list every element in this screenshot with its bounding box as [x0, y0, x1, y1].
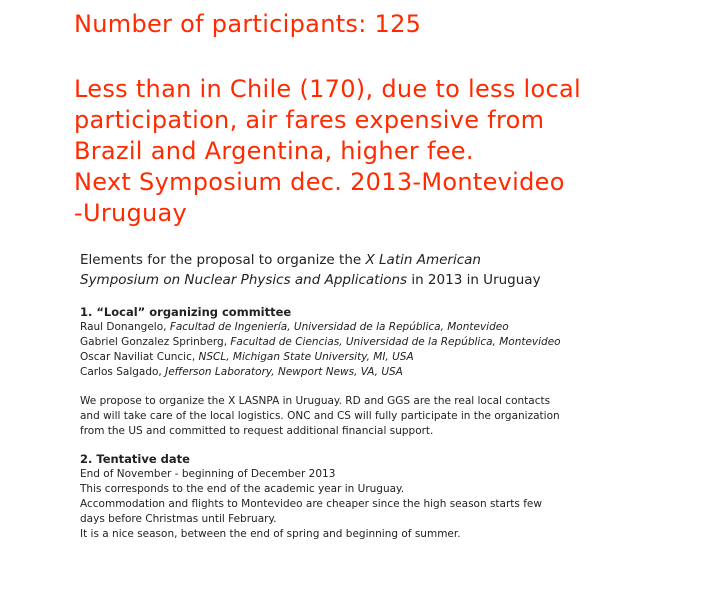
committee-member [80, 335, 600, 350]
title-suffix: in 2013 in Uruguay [407, 272, 541, 288]
proposal-paragraph-line: from the US and committed to request additional financial support. [80, 425, 434, 437]
title-prefix: Elements for the proposal to organize the [80, 252, 366, 268]
committee-member [80, 320, 600, 335]
participants-headline: Number of participants: 125 [74, 10, 422, 38]
proposal-paragraph-line: and will take care of the local logistics. ONC and CS will fully participate in the organization [80, 410, 560, 422]
date-paragraph-line: It is a nice season, between the end of spring and beginning of summer. [80, 528, 461, 540]
date-paragraph-line: This corresponds to the end of the academic year in Uruguay. [80, 483, 405, 495]
committee-member [80, 350, 600, 365]
summary-line: -Uruguay [74, 199, 188, 227]
title-symposium-name-2: Symposium on Nuclear Physics and Applications [80, 272, 408, 288]
member-name: Oscar Naviliat Cuncic, [80, 351, 199, 363]
summary-line: participation, air fares expensive from [74, 106, 545, 134]
member-name: Raul Donangelo, [80, 321, 170, 333]
member-affiliation: Facultad de Ciencias, Universidad de la República, Montevideo [230, 336, 561, 348]
summary-text [74, 74, 581, 229]
member-name: Gabriel Gonzalez Sprinberg, [80, 336, 231, 348]
member-affiliation: NSCL, Michigan State University, MI, USA [198, 351, 414, 363]
summary-line: Brazil and Argentina, higher fee. [74, 137, 474, 165]
member-affiliation: Facultad de Ingeniería, Universidad de la República, Montevideo [169, 321, 509, 333]
date-paragraph-line: End of November - beginning of December 2013 [80, 468, 336, 480]
summary-line: Less than in Chile (170), due to less local [74, 75, 581, 103]
section-1-heading: 1. “Local” organizing committee [80, 305, 292, 319]
proposal-document-excerpt [80, 250, 600, 542]
date-paragraph-line: days before Christmas until February. [80, 513, 277, 525]
proposal-paragraph-line: We propose to organize the X LASNPA in Uruguay. RD and GGS are the real local contacts [80, 395, 551, 407]
date-paragraph-line: Accommodation and flights to Montevideo are cheaper since the high season starts few [80, 498, 542, 510]
summary-line: Next Symposium dec. 2013-Montevideo [74, 168, 565, 196]
committee-member [80, 365, 600, 380]
member-affiliation: Jefferson Laboratory, Newport News, VA, USA [165, 366, 403, 378]
member-name: Carlos Salgado, [80, 366, 166, 378]
document-title [80, 250, 600, 290]
section-2-heading: 2. Tentative date [80, 452, 190, 466]
title-symposium-name-1: X Latin American [365, 252, 481, 268]
